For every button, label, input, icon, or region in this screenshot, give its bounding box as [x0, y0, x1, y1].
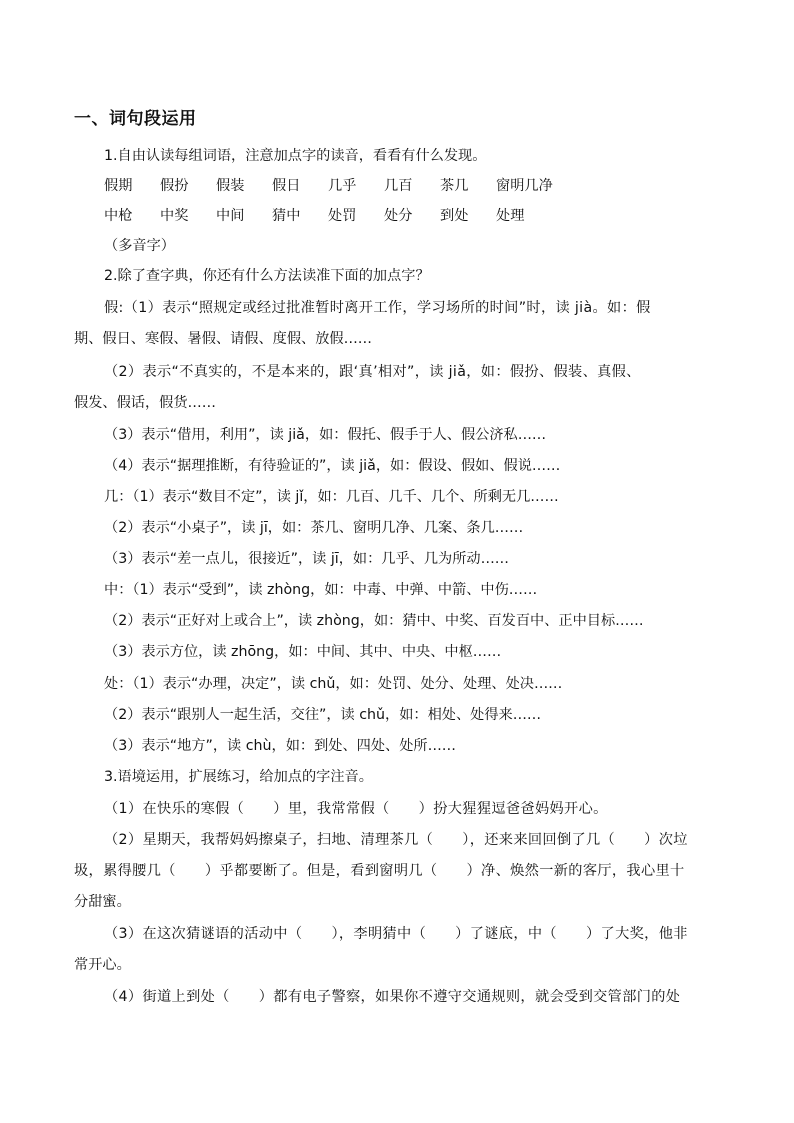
- exercise-line: （4）街道上到处（ ）都有电子警察，如果你不遵守交通规则，就会受到交管部门的处: [104, 989, 681, 1005]
- word-item: 假期: [104, 178, 133, 194]
- question-3-prompt: 3.语境运用，扩展练习，给加点的字注音。: [104, 769, 373, 785]
- explanation-line: （3）表示“地方”，读 chù，如：到处、四处、处所……: [104, 738, 456, 754]
- word-item: 处理: [496, 208, 525, 224]
- section-title: 一、词句段运用: [74, 109, 197, 129]
- question-2-prompt: 2.除了查字典，你还有什么方法读准下面的加点字？: [104, 268, 430, 284]
- word-item: 假装: [216, 178, 245, 194]
- explanation-line: （2）表示“跟别人一起生活，交往”，读 chǔ，如：相处、处得来……: [104, 707, 542, 723]
- word-item: 处罚: [328, 208, 357, 224]
- exercise-line: （1）在快乐的寒假（ ）里，我常常假（ ）扮大猩猩逗爸爸妈妈开心。: [104, 801, 608, 817]
- word-item: 中奖: [160, 208, 189, 224]
- word-item: 猜中: [272, 208, 301, 224]
- explanation-line: 假:（1）表示“照规定或经过批准暂时离开工作，学习场所的时间”时，读 jià。如：假: [104, 300, 651, 316]
- exercise-line: （2）星期天，我帮妈妈擦桌子，扫地、清理茶几（ ），还来来回回倒了几（ ）次垃: [104, 832, 688, 848]
- exercise-line: 分甜蜜。: [74, 894, 131, 910]
- exercise-line: 圾，累得腰几（ ）乎都要断了。但是，看到窗明几（ ）净、焕然一新的客厅，我心里十: [74, 863, 685, 879]
- word-item: 假日: [272, 178, 301, 194]
- word-item: 窗明几净: [496, 178, 553, 194]
- question-1-answer: （多音字）: [104, 238, 175, 254]
- explanation-line: （4）表示“据理推断，有待验证的”，读 jiǎ，如：假设、假如、假说……: [104, 458, 561, 474]
- explanation-line: （3）表示“差一点儿，很接近”，读 jī，如：几乎、几为所动……: [104, 551, 509, 567]
- explanation-line: （2）表示“正好对上或合上”，读 zhòng，如：猜中、中奖、百发百中、正中目标……: [104, 613, 644, 629]
- word-item: 中枪: [104, 208, 133, 224]
- word-item: 几百: [384, 178, 413, 194]
- word-item: 到处: [440, 208, 469, 224]
- word-item: 中间: [216, 208, 245, 224]
- word-item: 几乎: [328, 178, 357, 194]
- exercise-line: （3）在这次猜谜语的活动中（ ），李明猜中（ ）了谜底，中（ ）了大奖，他非: [104, 926, 688, 942]
- explanation-line: 处：（1）表示“办理，决定”，读 chǔ，如：处罚、处分、处理、处决……: [104, 676, 563, 692]
- explanation-line: 几：（1）表示“数目不定”，读 jǐ，如：几百、几千、几个、所剩无几……: [104, 489, 559, 505]
- explanation-line: （2）表示“小桌子”，读 jī，如：茶几、窗明几净、几案、条几……: [104, 520, 524, 536]
- exercise-line: 常开心。: [74, 957, 131, 973]
- question-1-prompt: 1.自由认读每组词语，注意加点字的读音，看看有什么发现。: [104, 148, 487, 164]
- explanation-line: （3）表示“借用，利用”，读 jiǎ，如：假托、假手于人、假公济私……: [104, 427, 547, 443]
- word-item: 处分: [384, 208, 413, 224]
- explanation-line: 假发、假话，假货……: [74, 395, 216, 411]
- explanation-line: （3）表示方位，读 zhōng，如：中间、其中、中央、中枢……: [104, 644, 502, 660]
- explanation-line: 期、假日、寒假、暑假、请假、度假、放假……: [74, 331, 372, 347]
- explanation-line: 中：（1）表示“受到”，读 zhòng，如：中毒、中弹、中箭、中伤……: [104, 582, 538, 598]
- word-item: 茶几: [440, 178, 469, 194]
- explanation-line: （2）表示“不真实的，不是本来的，跟‘真’相对”，读 jiǎ，如：假扮、假装、真假、: [104, 364, 641, 380]
- word-item: 假扮: [160, 178, 189, 194]
